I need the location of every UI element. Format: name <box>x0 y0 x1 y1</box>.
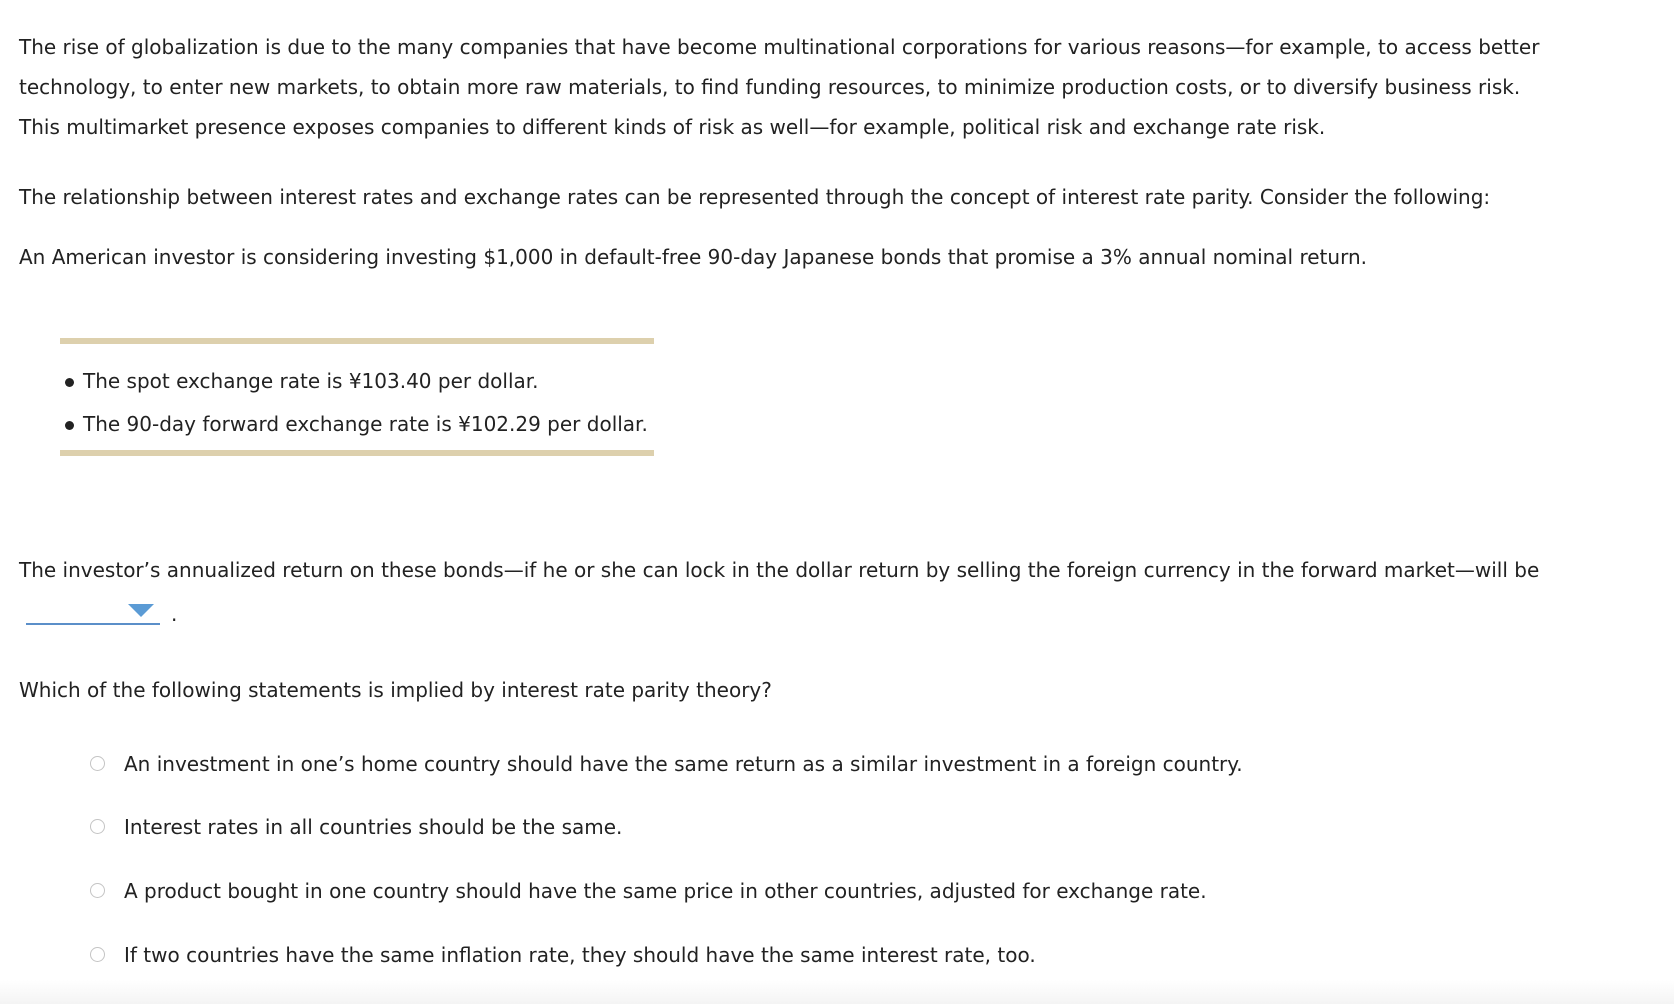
question-prompt: Which of the following statements is implied by interest rate parity theory? <box>19 678 772 702</box>
answer-option-label[interactable]: An investment in one’s home country should have the same return as a similar investment in a foreign country. <box>124 752 1243 776</box>
forward-rate-text: The 90-day forward exchange rate is ¥102.29 per dollar. <box>83 412 648 436</box>
relationship-paragraph: The relationship between interest rates and exchange rates can be represented through the concept of interest rate parity. Consider the following: <box>19 185 1491 209</box>
list-item <box>60 360 648 403</box>
exchange-rate-list <box>60 360 648 446</box>
exchange-rate-info-box <box>60 338 654 456</box>
bullet-icon <box>65 378 74 387</box>
answer-option-label[interactable]: If two countries have the same inflation rate, they should have the same interest rate, too. <box>124 943 1036 967</box>
annualized-return-paragraph: The investor’s annualized return on these bonds—if he or she can lock in the dollar return by selling the foreign currency in the forward market—will be <box>19 558 1540 582</box>
bottom-fade <box>0 980 1674 1004</box>
list-item <box>60 403 648 446</box>
radio-button[interactable] <box>90 883 105 898</box>
intro-paragraph <box>19 27 1539 147</box>
spot-rate-text: The spot exchange rate is ¥103.40 per dollar. <box>83 369 539 393</box>
answer-option-label[interactable]: Interest rates in all countries should be the same. <box>124 815 623 839</box>
annualized-return-dropdown[interactable] <box>26 595 160 625</box>
intro-line-3: This multimarket presence exposes companies to different kinds of risk as well—for example, political risk and exchange rate risk. <box>19 115 1326 139</box>
radio-button[interactable] <box>90 756 105 771</box>
radio-button[interactable] <box>90 819 105 834</box>
intro-line-1: The rise of globalization is due to the many companies that have become multinational corporations for various reasons—for example, to access better <box>19 35 1540 59</box>
intro-line-2: technology, to enter new markets, to obtain more raw materials, to find funding resources, to minimize production costs, or to diversify business risk. <box>19 75 1521 99</box>
sentence-period: . <box>171 602 178 626</box>
answer-option-label[interactable]: A product bought in one country should have the same price in other countries, adjusted for exchange rate. <box>124 879 1207 903</box>
radio-button[interactable] <box>90 947 105 962</box>
investor-paragraph: An American investor is considering investing $1,000 in default-free 90-day Japanese bonds that promise a 3% annual nominal return. <box>19 245 1367 269</box>
bullet-icon <box>65 421 74 430</box>
chevron-down-icon[interactable] <box>128 604 154 617</box>
